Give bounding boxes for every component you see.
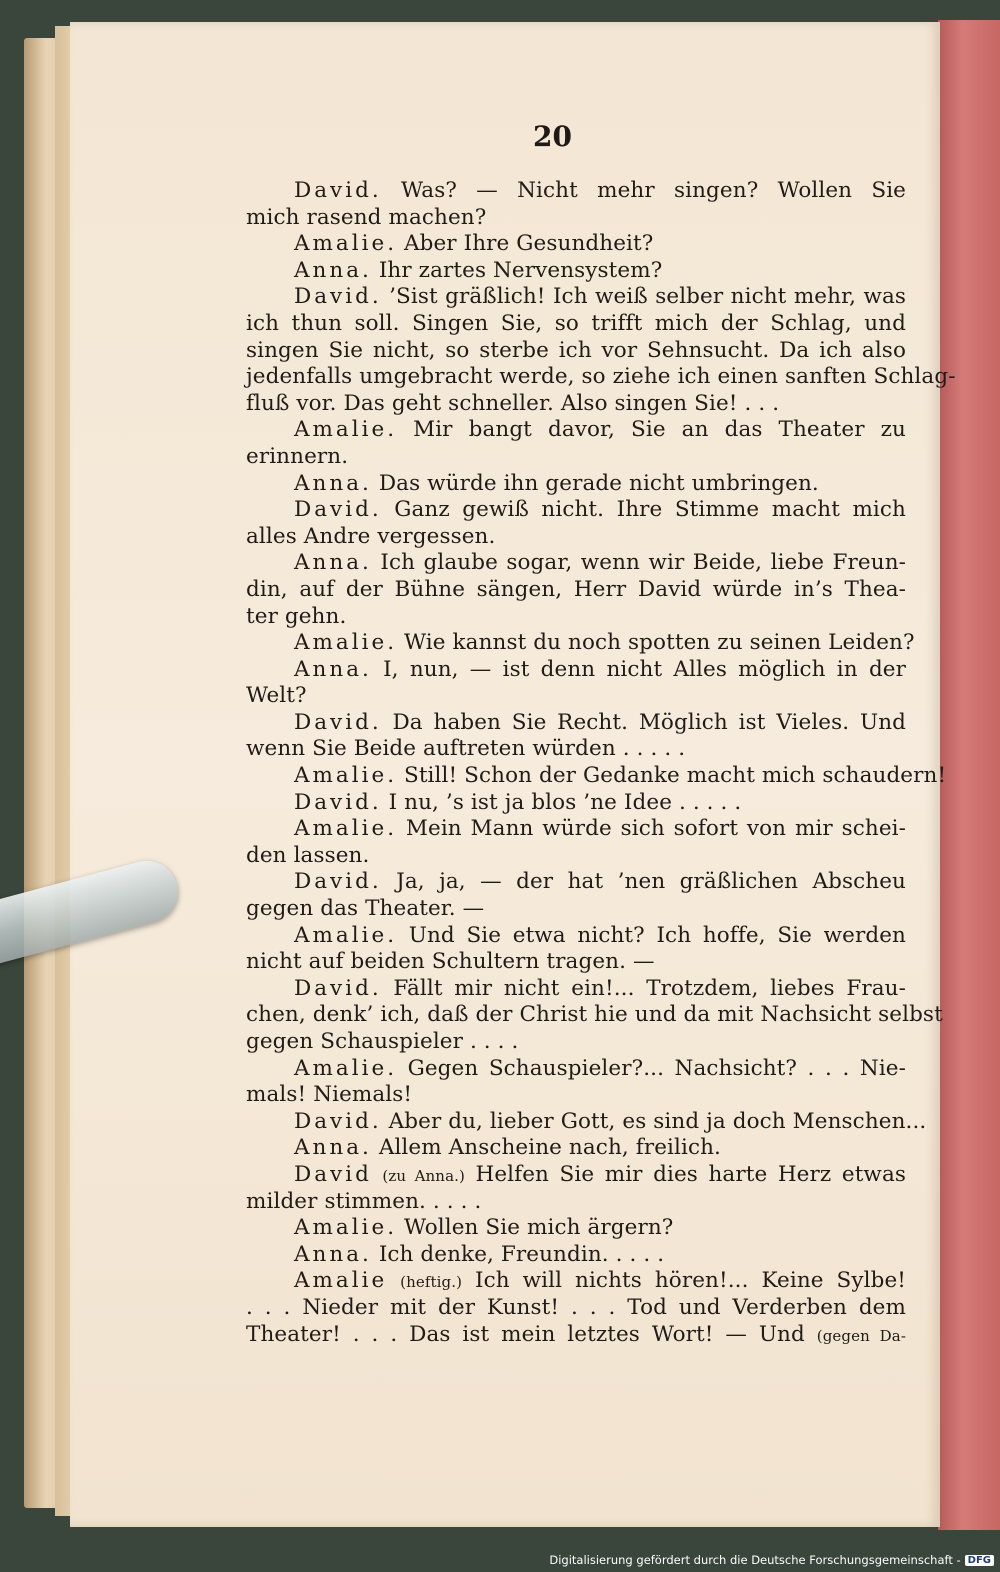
line-text: alles Andre vergessen. (246, 523, 496, 549)
speaker-name: Amalie. (294, 231, 398, 257)
text-line (246, 444, 906, 471)
text-line (246, 338, 906, 365)
line-text: Wollen Sie mich ärgern? (403, 1215, 674, 1241)
text-line (246, 577, 906, 604)
line-text: Ja, ja, — der hat ’nen gräßlichen Abscheu (396, 869, 906, 895)
speaker-name: Anna. (294, 1241, 372, 1267)
line-text: Mein Mann würde sich sofort von mir schei- (405, 816, 906, 842)
text-line (246, 976, 906, 1003)
text-line (246, 524, 906, 551)
text-line (246, 683, 906, 710)
speaker-name: Amalie (294, 1268, 388, 1294)
text-line (246, 258, 906, 285)
line-text: fluß vor. Das geht schneller. Also singen Sie! . . . (246, 390, 780, 416)
speaker-name: David. (294, 178, 382, 203)
text-line (246, 1108, 927, 1136)
line-text: Wie kannst du noch spotten zu seinen Leiden? (403, 630, 915, 656)
line-text: wenn Sie Beide auftreten würden . . . . . (246, 736, 686, 762)
text-line (246, 1056, 906, 1083)
text-line (246, 417, 906, 444)
speaker-name: Anna. (294, 656, 372, 682)
line-text: Was? — Nicht mehr singen? Wollen Sie (400, 178, 906, 203)
text-line (246, 311, 906, 338)
text-line (246, 391, 906, 418)
footer-text: Digitalisierung gefördert durch die Deutsche Forschungsgemeinschaft - (549, 1553, 961, 1567)
book-spine (938, 20, 1000, 1530)
text-line (246, 710, 906, 737)
text-line (246, 896, 906, 923)
line-text: I, nun, — ist denn nicht Alles möglich in der (383, 656, 907, 682)
speaker-name: David. (294, 789, 382, 815)
line-text: ich thun soll. Singen Sie, so trifft mich der Schlag, und (246, 310, 906, 336)
text-line (246, 550, 906, 577)
speaker-name: David. (294, 975, 382, 1001)
text-line (246, 630, 915, 657)
text-line (246, 1242, 906, 1269)
text-line (246, 1295, 906, 1322)
speaker-name: Amalie. (294, 763, 398, 789)
stage-direction: (heftig.) (400, 1273, 463, 1292)
line-text: Helfen Sie mir dies harte Herz etwas (475, 1161, 906, 1187)
line-text: Aber Ihre Gesundheit? (403, 231, 654, 257)
line-text: . . . Nieder mit der Kunst! . . . Tod und Verderben dem (246, 1294, 906, 1320)
line-text: nicht auf beiden Schultern tragen. — (246, 949, 655, 975)
line-text: Ganz gewiß nicht. Ihre Stimme macht mich (394, 497, 906, 523)
dfg-logo: DFG (965, 1555, 994, 1566)
speaker-name: David. (294, 709, 382, 735)
text-line (246, 1029, 906, 1056)
line-text: ter gehn. (246, 603, 347, 629)
line-text: ’Sist gräßlich! Ich weiß selber nicht mehr, was (389, 284, 906, 310)
page-text (246, 178, 956, 1348)
speaker-name: David. (294, 284, 382, 310)
line-text: Und Sie etwa nicht? Ich hoffe, Sie werden (408, 922, 907, 948)
line-text: Mir bangt davor, Sie an das Theater zu (413, 417, 907, 443)
line-text: gegen Schauspieler . . . . (246, 1029, 519, 1054)
speaker-name: Amalie. (294, 1215, 398, 1241)
line-text: Ich denke, Freundin. . . . . (378, 1241, 665, 1267)
text-line (246, 1002, 943, 1029)
text-line (246, 284, 906, 311)
line-text: Das würde ihn gerade nicht umbringen. (378, 470, 819, 496)
speaker-name: Anna. (294, 257, 372, 283)
line-text: milder stimmen. . . . . (246, 1188, 482, 1214)
speaker-name: Amalie. (294, 1055, 398, 1081)
line-text: Still! Schon der Gedanke macht mich schaudern! (403, 763, 947, 789)
text-line (246, 763, 947, 790)
line-text: Aber du, lieber Gott, es sind ja doch Menschen... (388, 1108, 927, 1134)
line-text: din, auf der Bühne sängen, Herr David würde in’s Thea- (246, 576, 906, 602)
text-line (246, 178, 906, 205)
text-line (246, 1082, 906, 1109)
line-text: Theater! . . . Das ist mein letztes Wort! — Und (246, 1321, 805, 1347)
speaker-name: David. (294, 869, 382, 895)
line-text: chen, denk’ ich, daß der Christ hie und da mit Nachsicht selbst (246, 1002, 943, 1028)
speaker-name: David. (294, 497, 382, 523)
text-line (246, 949, 906, 976)
page-number: 20 (533, 120, 572, 153)
stage-direction: (gegen Da- (816, 1326, 906, 1345)
line-text: Welt? (246, 683, 307, 709)
text-line (246, 736, 906, 763)
text-line (246, 1268, 906, 1295)
line-text: Ich glaube sogar, wenn wir Beide, liebe Freun- (380, 550, 907, 576)
line-text: Allem Anscheine nach, freilich. (378, 1135, 721, 1161)
speaker-name: Amalie. (294, 816, 398, 842)
text-line (246, 497, 906, 524)
line-text: I nu, ’s ist ja blos ’ne Idee . . . . . (388, 789, 742, 815)
text-line (246, 790, 906, 817)
text-line (246, 843, 906, 870)
line-text: jedenfalls umgebracht werde, so ziehe ich einen sanften Schlag- (246, 364, 956, 390)
text-line (246, 604, 906, 631)
text-line (246, 471, 906, 498)
text-line (246, 869, 906, 896)
stage-direction: (zu Anna.) (382, 1166, 465, 1185)
line-text: Gegen Schauspieler?... Nachsicht? . . . Nie- (407, 1055, 906, 1081)
line-text: mich rasend machen? (246, 204, 487, 230)
line-text: Da haben Sie Recht. Möglich ist Vieles. Und (392, 709, 907, 735)
line-text: den lassen. (246, 842, 370, 868)
speaker-name: Anna. (294, 1135, 372, 1161)
speaker-name: David (294, 1161, 372, 1187)
speaker-name: David. (294, 1108, 382, 1134)
text-line (246, 657, 906, 684)
speaker-name: Amalie. (294, 417, 398, 443)
text-line (246, 1162, 906, 1189)
line-text: Ihr zartes Nervensystem? (378, 257, 663, 283)
text-line (246, 231, 906, 258)
text-line (246, 816, 906, 843)
text-line (246, 923, 906, 950)
text-line (246, 1215, 906, 1242)
speaker-name: Amalie. (294, 630, 398, 656)
text-line (246, 1135, 906, 1162)
line-text: Ich will nichts hören!... Keine Sylbe! (475, 1268, 907, 1294)
speaker-name: Anna. (294, 470, 372, 496)
line-text: singen Sie nicht, so sterbe ich vor Sehnsucht. Da ich also (246, 337, 906, 363)
speaker-name: Anna. (294, 550, 372, 576)
speaker-name: Amalie. (294, 922, 398, 948)
line-text: mals! Niemals! (246, 1082, 413, 1108)
line-text: erinnern. (246, 443, 349, 469)
text-line (246, 364, 956, 391)
line-text: Fällt mir nicht ein!... Trotzdem, liebes Frau- (393, 975, 906, 1001)
text-line (246, 1322, 906, 1349)
line-text: gegen das Theater. — (246, 896, 485, 922)
footer-credit (549, 1552, 994, 1568)
text-line (246, 1189, 906, 1216)
text-line (246, 205, 906, 232)
